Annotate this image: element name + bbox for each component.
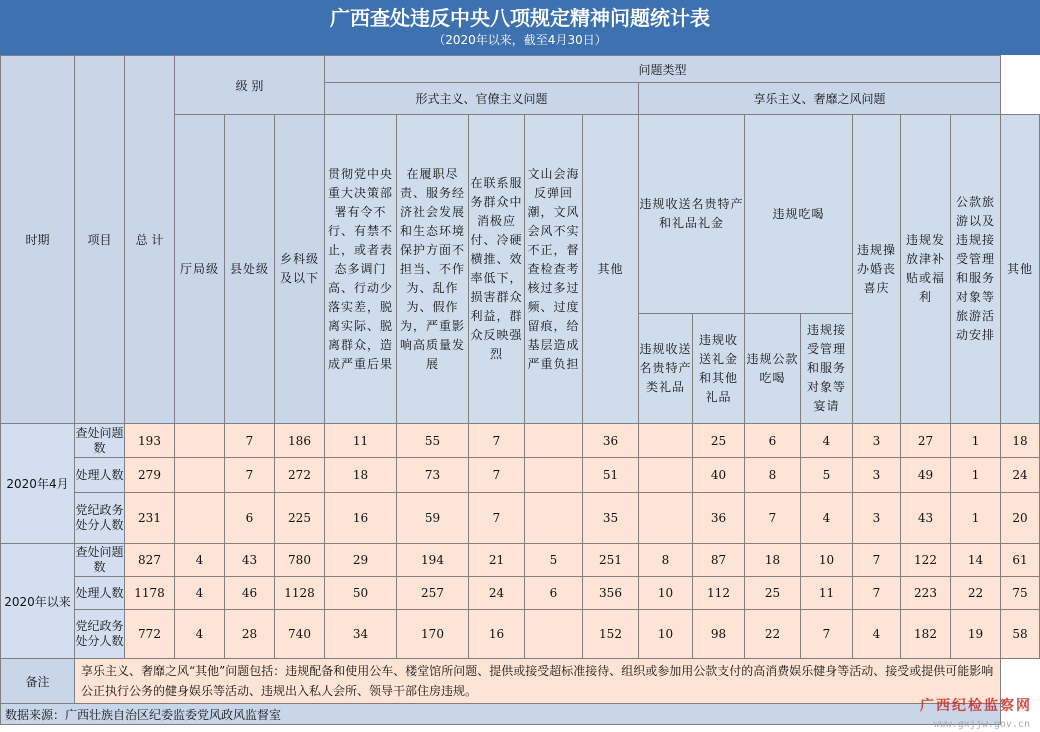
value-cell: 112 xyxy=(693,577,745,610)
value-cell: 231 xyxy=(125,493,175,544)
value-cell: 59 xyxy=(397,493,469,544)
value-cell: 46 xyxy=(225,577,275,610)
header-hedonism-other: 其他 xyxy=(1001,115,1040,424)
value-cell: 5 xyxy=(525,544,583,577)
value-cell: 4 xyxy=(175,610,225,659)
value-cell xyxy=(525,458,583,493)
data-source: 数据来源：广西壮族自治区纪委监委党风政风监督室 xyxy=(1,704,1001,725)
period-cell: 2020年4月 xyxy=(1,424,75,544)
value-cell xyxy=(175,458,225,493)
value-cell: 186 xyxy=(275,424,325,458)
value-cell: 8 xyxy=(745,458,801,493)
value-cell: 18 xyxy=(325,458,397,493)
value-cell xyxy=(175,493,225,544)
value-cell: 1 xyxy=(951,424,1001,458)
table-row xyxy=(1,544,1040,577)
value-cell: 194 xyxy=(397,544,469,577)
value-cell: 170 xyxy=(397,610,469,659)
value-cell: 7 xyxy=(801,610,853,659)
value-cell xyxy=(525,493,583,544)
value-cell: 43 xyxy=(225,544,275,577)
value-cell: 4 xyxy=(801,424,853,458)
value-cell xyxy=(175,424,225,458)
period-cell: 2020年以来 xyxy=(1,544,75,659)
table-row xyxy=(1,577,1040,610)
value-cell xyxy=(639,424,693,458)
value-cell: 225 xyxy=(275,493,325,544)
value-cell: 7 xyxy=(225,458,275,493)
value-cell: 827 xyxy=(125,544,175,577)
table-row xyxy=(1,458,1040,493)
header-formalism-duty: 在履职尽责、服务经济社会发展和生态环境保护方面不担当、不作为、乱作为、假作为，严重影响高质量发展 xyxy=(397,115,469,424)
value-cell: 49 xyxy=(901,458,951,493)
header-problem-type: 问题类型 xyxy=(325,56,1001,83)
header-total: 总 计 xyxy=(125,56,175,424)
watermark-url: www.gxjjw.gov.cn xyxy=(933,719,1030,730)
value-cell: 780 xyxy=(275,544,325,577)
table-row xyxy=(1,610,1040,659)
value-cell: 356 xyxy=(583,577,639,610)
value-cell: 272 xyxy=(275,458,325,493)
value-cell: 40 xyxy=(693,458,745,493)
value-cell: 7 xyxy=(853,544,901,577)
value-cell: 51 xyxy=(583,458,639,493)
value-cell: 29 xyxy=(325,544,397,577)
value-cell: 772 xyxy=(125,610,175,659)
table-data-body xyxy=(1,424,1040,659)
table-row xyxy=(1,493,1040,544)
value-cell: 24 xyxy=(1001,458,1040,493)
item-cell: 查处问题数 xyxy=(75,544,125,577)
value-cell: 8 xyxy=(639,544,693,577)
value-cell: 43 xyxy=(901,493,951,544)
header-level-dept: 厅局级 xyxy=(175,115,225,424)
value-cell: 14 xyxy=(951,544,1001,577)
header-hedonism: 享乐主义、奢靡之风问题 xyxy=(639,83,1001,115)
table-title: 广西查处违反中央八项规定精神问题统计表 xyxy=(330,6,710,30)
value-cell: 3 xyxy=(853,424,901,458)
value-cell: 5 xyxy=(801,458,853,493)
value-cell: 58 xyxy=(1001,610,1040,659)
value-cell: 4 xyxy=(801,493,853,544)
value-cell: 223 xyxy=(901,577,951,610)
value-cell: 7 xyxy=(225,424,275,458)
value-cell: 22 xyxy=(951,577,1001,610)
value-cell: 36 xyxy=(693,493,745,544)
item-cell: 处理人数 xyxy=(75,458,125,493)
value-cell: 4 xyxy=(175,544,225,577)
value-cell: 98 xyxy=(693,610,745,659)
item-cell: 党纪政务处分人数 xyxy=(75,493,125,544)
value-cell: 193 xyxy=(125,424,175,458)
value-cell: 34 xyxy=(325,610,397,659)
header-gift-money: 违规收送礼金和其他礼品 xyxy=(693,314,745,424)
header-travel: 公款旅游以及违规接受管理和服务对象等旅游活动安排 xyxy=(951,115,1001,424)
value-cell: 7 xyxy=(745,493,801,544)
value-cell: 19 xyxy=(951,610,1001,659)
value-cell: 6 xyxy=(525,577,583,610)
value-cell: 25 xyxy=(745,577,801,610)
header-dining: 违规吃喝 xyxy=(745,115,853,314)
header-period: 时期 xyxy=(1,56,75,424)
value-cell: 6 xyxy=(225,493,275,544)
value-cell: 279 xyxy=(125,458,175,493)
header-subsidies: 违规发放津补贴或福利 xyxy=(901,115,951,424)
value-cell: 740 xyxy=(275,610,325,659)
value-cell: 10 xyxy=(639,577,693,610)
value-cell: 20 xyxy=(1001,493,1040,544)
value-cell xyxy=(639,458,693,493)
value-cell: 7 xyxy=(469,458,525,493)
value-cell: 28 xyxy=(225,610,275,659)
header-dining-public: 违规公款吃喝 xyxy=(745,314,801,424)
header-gifts: 违规收送名贵特产和礼品礼金 xyxy=(639,115,745,314)
item-cell: 党纪政务处分人数 xyxy=(75,610,125,659)
title-bar xyxy=(0,0,1040,55)
value-cell: 4 xyxy=(853,610,901,659)
value-cell: 27 xyxy=(901,424,951,458)
header-formalism-meetings: 文山会海反弹回潮，文风会风不实不正，督查检查考核过多过频、过度留痕，给基层造成严重负担 xyxy=(525,115,583,424)
header-gift-specialty: 违规收送名贵特产类礼品 xyxy=(639,314,693,424)
value-cell: 1 xyxy=(951,458,1001,493)
value-cell: 55 xyxy=(397,424,469,458)
header-dining-banquet: 违规接受管理和服务对象等宴请 xyxy=(801,314,853,424)
value-cell: 16 xyxy=(469,610,525,659)
value-cell: 36 xyxy=(583,424,639,458)
table-subtitle: （2020年以来，截至4月30日） xyxy=(433,33,607,47)
value-cell: 21 xyxy=(469,544,525,577)
header-formalism-other: 其他 xyxy=(583,115,639,424)
value-cell xyxy=(639,493,693,544)
value-cell xyxy=(525,424,583,458)
item-cell: 处理人数 xyxy=(75,577,125,610)
value-cell: 61 xyxy=(1001,544,1040,577)
value-cell: 152 xyxy=(583,610,639,659)
value-cell: 18 xyxy=(1001,424,1040,458)
value-cell: 7 xyxy=(853,577,901,610)
header-formalism-service: 在联系服务群众中消极应付、冷硬横推、效率低下，损害群众利益，群众反映强烈 xyxy=(469,115,525,424)
header-item: 项目 xyxy=(75,56,125,424)
notes-label: 备注 xyxy=(1,659,75,704)
value-cell: 7 xyxy=(469,493,525,544)
value-cell: 257 xyxy=(397,577,469,610)
value-cell: 7 xyxy=(469,424,525,458)
value-cell: 251 xyxy=(583,544,639,577)
value-cell: 11 xyxy=(801,577,853,610)
item-cell: 查处问题数 xyxy=(75,424,125,458)
value-cell: 35 xyxy=(583,493,639,544)
header-level: 级 别 xyxy=(175,56,325,115)
value-cell: 1178 xyxy=(125,577,175,610)
value-cell: 122 xyxy=(901,544,951,577)
value-cell: 75 xyxy=(1001,577,1040,610)
table-row xyxy=(1,424,1040,458)
value-cell: 25 xyxy=(693,424,745,458)
value-cell: 87 xyxy=(693,544,745,577)
value-cell xyxy=(525,610,583,659)
value-cell: 24 xyxy=(469,577,525,610)
header-level-township: 乡科级及以下 xyxy=(275,115,325,424)
value-cell: 1 xyxy=(951,493,1001,544)
value-cell: 11 xyxy=(325,424,397,458)
header-weddings: 违规操办婚丧喜庆 xyxy=(853,115,901,424)
value-cell: 1128 xyxy=(275,577,325,610)
value-cell: 6 xyxy=(745,424,801,458)
value-cell: 18 xyxy=(745,544,801,577)
value-cell: 16 xyxy=(325,493,397,544)
statistics-table xyxy=(0,55,1040,725)
value-cell: 50 xyxy=(325,577,397,610)
value-cell: 10 xyxy=(639,610,693,659)
value-cell: 3 xyxy=(853,493,901,544)
notes-text: 享乐主义、奢靡之风“其他”问题包括：违规配备和使用公车、楼堂馆所问题、提供或接受超标准接待、组织或参加用公款支付的高消费娱乐健身等活动、接受或提供可能影响公正执行公务的健身娱乐等活动、违规出入私人会所、领导干部住房违规。 xyxy=(75,659,1001,704)
header-level-county: 县处级 xyxy=(225,115,275,424)
header-formalism: 形式主义、官僚主义问题 xyxy=(325,83,639,115)
watermark-logo: 广西纪检监察网 xyxy=(920,698,1032,714)
value-cell: 73 xyxy=(397,458,469,493)
value-cell: 10 xyxy=(801,544,853,577)
value-cell: 4 xyxy=(175,577,225,610)
value-cell: 3 xyxy=(853,458,901,493)
value-cell: 22 xyxy=(745,610,801,659)
value-cell: 182 xyxy=(901,610,951,659)
header-formalism-decision: 贯彻党中央重大决策部署有令不行、有禁不止，或者表态多调门高、行动少落实差，脱离实际、脱离群众，造成严重后果 xyxy=(325,115,397,424)
